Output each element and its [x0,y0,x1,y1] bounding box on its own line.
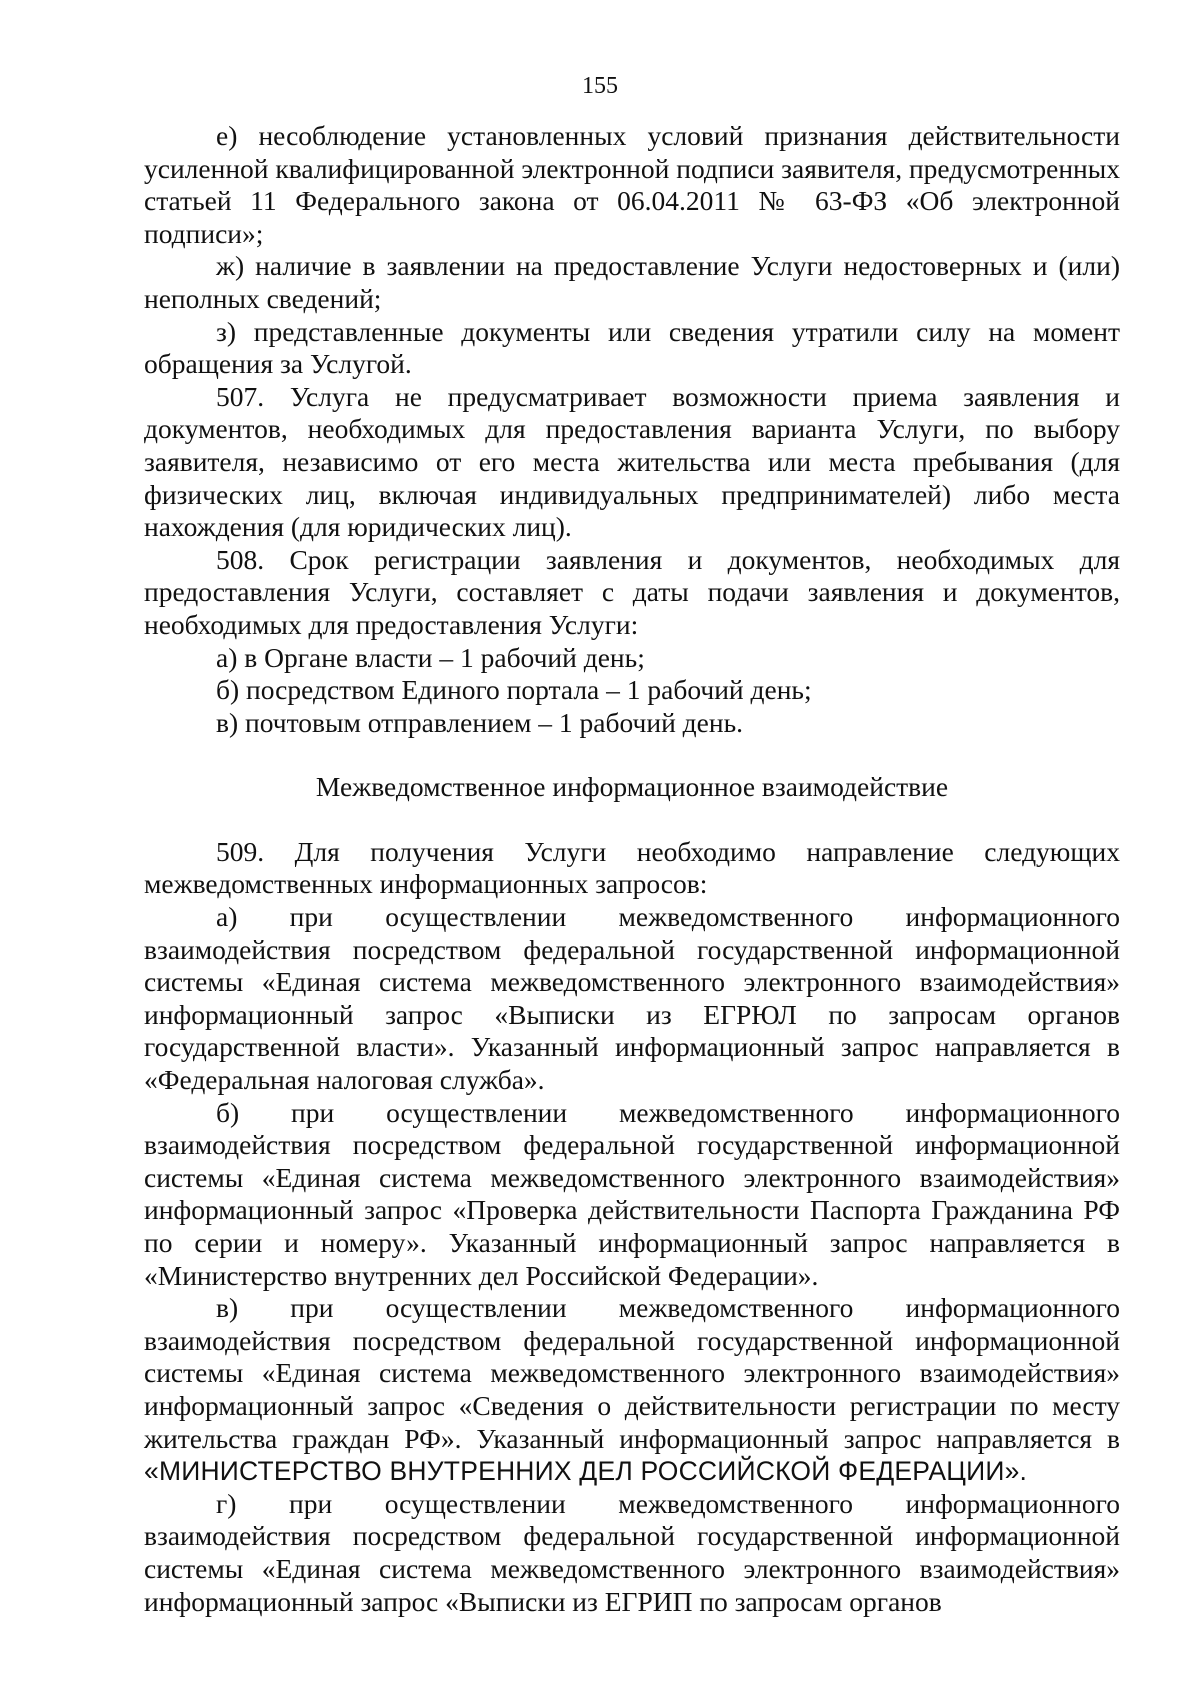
paragraph-509-v-text: в) при осуществлении межведомственного информационного взаимодействия посредством федеральной государственной информационной системы «Единая система межведомственного электронного взаимодействия» информационный запрос «Сведения о действительности регистрации по месту жительства граждан РФ». Указанный информационный запрос направляется в [144,1292,1120,1454]
list-item-508-a: а) в Органе власти – 1 рабочий день; [216,641,645,673]
paragraph-509-v-recipient: «МИНИСТЕРСТВО ВНУТРЕННИХ ДЕЛ РОССИЙСКОЙ ФЕДЕРАЦИИ». [144,1456,1028,1487]
paragraph-item-e: е) несоблюдение установленных условий признания действительности усиленной квалифицированной электронной подписи заявителя, предусмотренных статьей 11 Федерального закона от 06.04.2011 № 63-ФЗ «Об электронной подписи»; [144,120,1120,249]
page-number: 155 [582,73,618,99]
paragraph-509-b: б) при осуществлении межведомственного информационного взаимодействия посредством федеральной государственной информационной системы «Единая система межведомственного электронного взаимодействия» информационный запрос «Проверка действительности Паспорта Гражданина РФ по серии и номеру». Указанный информационный запрос направляется в «Министерство внутренних дел Российской Федерации». [144,1096,1120,1291]
paragraph-509-v [144,1292,1120,1488]
section-heading: Межведомственное информационное взаимодействие [315,771,949,803]
paragraph-509-a: а) при осуществлении межведомственного информационного взаимодействия посредством федеральной государственной информационной системы «Единая система межведомственного электронного взаимодействия» информационный запрос «Выписки из ЕГРЮЛ по запросам органов государственной власти». Указанный информационный запрос направляется в «Федеральная налоговая служба». [144,901,1120,1096]
paragraph-508: 508. Срок регистрации заявления и документов, необходимых для предоставления Услуги, составляет с даты подачи заявления и документов, необходимых для предоставления Услуги: [144,543,1120,640]
list-item-508-v: в) почтовым отправлением – 1 рабочий день. [216,706,743,738]
paragraph-509: 509. Для получения Услуги необходимо направление следующих межведомственных информационных запросов: [144,835,1120,900]
document-body [144,120,1120,1618]
list-item-508-b: б) посредством Единого портала – 1 рабочий день; [216,674,812,706]
paragraph-item-zh: ж) наличие в заявлении на предоставление Услуги недостоверных и (или) неполных сведений; [144,250,1120,314]
paragraph-507: 507. Услуга не предусматривает возможности приема заявления и документов, необходимых для предоставления варианта Услуги, по выбору заявителя, независимо от его места жительства или места пребывания (для физических лиц, включая индивидуальных предпринимателей) либо места нахождения (для юридических лиц). [144,380,1120,543]
paragraph-509-g: г) при осуществлении межведомственного информационного взаимодействия посредством федеральной государственной информационной системы «Единая система межведомственного электронного взаимодействия» информационный запрос «Выписки из ЕГРИП по запросам органов [144,1487,1120,1617]
paragraph-item-z: з) представленные документы или сведения утратили силу на момент обращения за Услугой. [144,315,1120,380]
